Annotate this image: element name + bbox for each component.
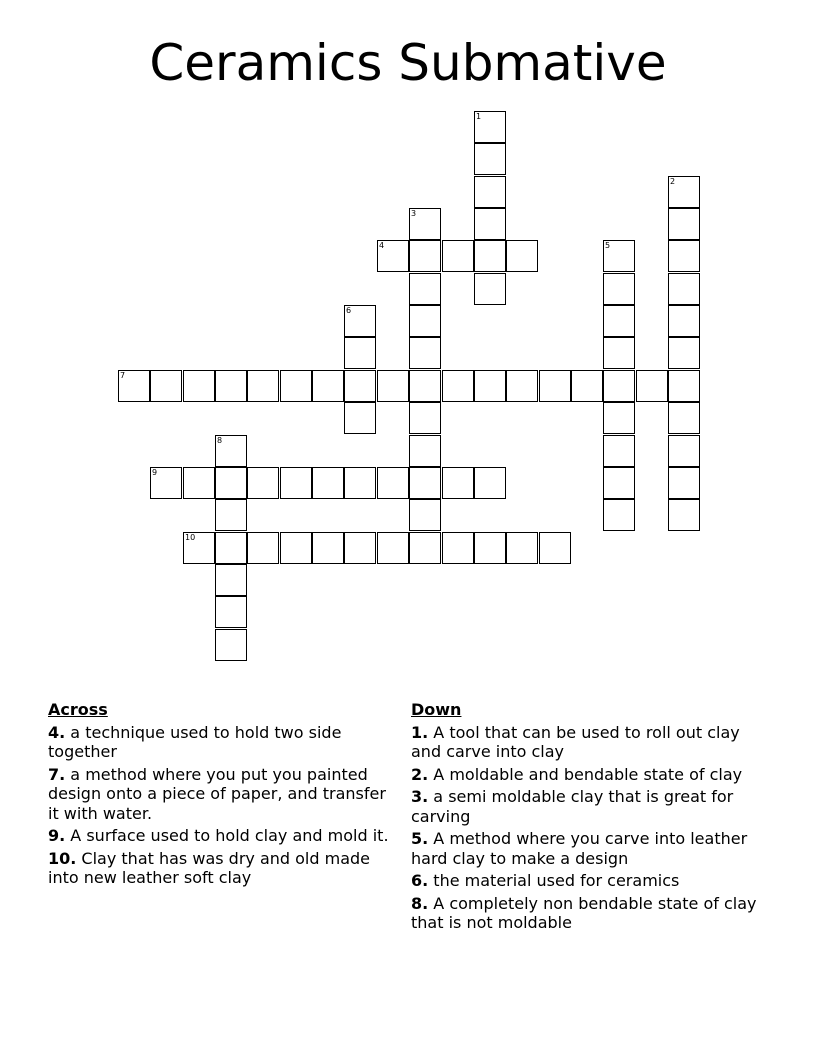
crossword-cell[interactable]: [215, 596, 247, 628]
across-clue-list: [48, 723, 400, 888]
down-clue: [411, 894, 761, 933]
crossword-cell[interactable]: [474, 111, 506, 143]
crossword-cell[interactable]: [603, 402, 635, 434]
clue-number: 4.: [48, 722, 66, 742]
crossword-cell[interactable]: [442, 467, 474, 499]
down-clue: [411, 765, 761, 785]
down-clue: [411, 723, 761, 762]
crossword-cell[interactable]: [377, 532, 409, 564]
across-clue: [48, 723, 400, 762]
crossword-cell[interactable]: [571, 370, 603, 402]
crossword-cell[interactable]: [344, 305, 376, 337]
down-heading: Down: [411, 700, 462, 719]
crossword-cell[interactable]: [215, 499, 247, 531]
clue-text: A tool that can be used to roll out clay and carve into clay: [411, 722, 740, 761]
crossword-cell[interactable]: [409, 467, 441, 499]
crossword-cell[interactable]: [474, 273, 506, 305]
crossword-cell[interactable]: [668, 176, 700, 208]
clue-text: the material used for ceramics: [428, 871, 680, 890]
crossword-cell[interactable]: [668, 499, 700, 531]
clue-number: 10.: [48, 848, 77, 868]
crossword-cell[interactable]: [377, 370, 409, 402]
cell-number: 6: [346, 306, 352, 315]
crossword-cell[interactable]: [474, 208, 506, 240]
crossword-cell[interactable]: [506, 240, 538, 272]
crossword-cell[interactable]: [506, 532, 538, 564]
crossword-cell[interactable]: [603, 370, 635, 402]
crossword-cell[interactable]: [603, 240, 635, 272]
clue-text: A method where you carve into leather hard clay to make a design: [411, 829, 748, 868]
crossword-cell[interactable]: [215, 370, 247, 402]
down-clue: [411, 829, 761, 868]
crossword-cell[interactable]: [474, 143, 506, 175]
crossword-cell[interactable]: [280, 370, 312, 402]
crossword-cell[interactable]: [668, 370, 700, 402]
across-clue: [48, 826, 400, 846]
down-clue-list: [411, 723, 761, 933]
down-clue: [411, 787, 761, 826]
crossword-cell[interactable]: [150, 370, 182, 402]
crossword-cell[interactable]: [539, 532, 571, 564]
crossword-cell[interactable]: [183, 370, 215, 402]
crossword-cell[interactable]: [215, 564, 247, 596]
crossword-cell[interactable]: [215, 467, 247, 499]
crossword-cell[interactable]: [474, 467, 506, 499]
crossword-cell[interactable]: [474, 240, 506, 272]
crossword-cell[interactable]: [668, 208, 700, 240]
clue-number: 2.: [411, 764, 429, 784]
crossword-cell[interactable]: [215, 532, 247, 564]
crossword-cell[interactable]: [442, 532, 474, 564]
clue-text: a semi moldable clay that is great for carving: [411, 787, 734, 826]
crossword-cell[interactable]: [409, 337, 441, 369]
crossword-cell[interactable]: [118, 370, 150, 402]
crossword-cell[interactable]: [442, 370, 474, 402]
crossword-cell[interactable]: [668, 467, 700, 499]
crossword-cell[interactable]: [377, 467, 409, 499]
crossword-cell[interactable]: [247, 467, 279, 499]
crossword-cell[interactable]: [409, 240, 441, 272]
crossword-cell[interactable]: [668, 305, 700, 337]
crossword-cell[interactable]: [603, 273, 635, 305]
crossword-cell[interactable]: [668, 402, 700, 434]
crossword-cell[interactable]: [312, 370, 344, 402]
cell-number: 3: [411, 209, 417, 218]
clue-text: a technique used to hold two side together: [48, 722, 342, 761]
cell-number: 10: [185, 533, 196, 542]
cell-number: 7: [120, 371, 126, 380]
crossword-cell[interactable]: [344, 402, 376, 434]
clue-number: 9.: [48, 826, 66, 845]
crossword-cell[interactable]: [150, 467, 182, 499]
clue-number: 6.: [411, 871, 429, 890]
crossword-cell[interactable]: [312, 467, 344, 499]
across-heading: Across: [48, 700, 108, 719]
crossword-cell[interactable]: [409, 273, 441, 305]
crossword-cell[interactable]: [280, 532, 312, 564]
clue-text: A completely non bendable state of clay that is not moldable: [411, 893, 757, 932]
crossword-cell[interactable]: [603, 435, 635, 467]
crossword-cell[interactable]: [344, 337, 376, 369]
down-clues: [411, 700, 761, 936]
clue-number: 7.: [48, 764, 66, 784]
across-clue: [48, 765, 400, 824]
crossword-cell[interactable]: [539, 370, 571, 402]
cell-number: 8: [217, 436, 223, 445]
crossword-cell[interactable]: [474, 532, 506, 564]
down-clue: [411, 871, 761, 891]
crossword-cell[interactable]: [312, 532, 344, 564]
crossword-cell[interactable]: [409, 435, 441, 467]
crossword-cell[interactable]: [603, 467, 635, 499]
page-title: Ceramics Submative: [149, 34, 667, 92]
cell-number: 5: [605, 241, 611, 250]
clue-number: 3.: [411, 787, 429, 806]
crossword-cell[interactable]: [668, 240, 700, 272]
across-clue: [48, 849, 400, 888]
crossword-cell[interactable]: [344, 467, 376, 499]
crossword-cell[interactable]: [668, 435, 700, 467]
crossword-cell[interactable]: [506, 370, 538, 402]
crossword-cell[interactable]: [603, 499, 635, 531]
cell-number: 1: [476, 112, 482, 121]
crossword-cell[interactable]: [603, 305, 635, 337]
clue-number: 1.: [411, 722, 429, 742]
crossword-cell[interactable]: [409, 532, 441, 564]
cell-number: 9: [152, 468, 158, 477]
clue-number: 5.: [411, 829, 429, 848]
across-clues: [48, 700, 400, 891]
crossword-cell[interactable]: [409, 402, 441, 434]
crossword-cell[interactable]: [409, 208, 441, 240]
crossword-cell[interactable]: [668, 273, 700, 305]
crossword-cell[interactable]: [603, 337, 635, 369]
crossword-cell[interactable]: [344, 532, 376, 564]
clue-text: A surface used to hold clay and mold it.: [65, 826, 389, 845]
clue-text: A moldable and bendable state of clay: [428, 764, 743, 784]
crossword-cell[interactable]: [280, 467, 312, 499]
crossword-cell[interactable]: [409, 305, 441, 337]
crossword-cell[interactable]: [668, 337, 700, 369]
crossword-cell[interactable]: [474, 370, 506, 402]
crossword-cell[interactable]: [247, 532, 279, 564]
crossword-cell[interactable]: [377, 240, 409, 272]
crossword-cell[interactable]: [409, 499, 441, 531]
crossword-cell[interactable]: [474, 176, 506, 208]
crossword-cell[interactable]: [409, 370, 441, 402]
clue-text: Clay that has was dry and old made into new leather soft clay: [48, 848, 371, 887]
clue-number: 8.: [411, 893, 429, 913]
cell-number: 4: [379, 241, 385, 250]
crossword-cell[interactable]: [442, 240, 474, 272]
crossword-cell[interactable]: [247, 370, 279, 402]
crossword-cell[interactable]: [215, 629, 247, 661]
clue-text: a method where you put you painted design onto a piece of paper, and transfer it with water.: [48, 764, 386, 823]
crossword-cell[interactable]: [215, 435, 247, 467]
crossword-cell[interactable]: [183, 532, 215, 564]
crossword-cell[interactable]: [636, 370, 668, 402]
crossword-cell[interactable]: [183, 467, 215, 499]
crossword-cell[interactable]: [344, 370, 376, 402]
cell-number: 2: [670, 177, 676, 186]
